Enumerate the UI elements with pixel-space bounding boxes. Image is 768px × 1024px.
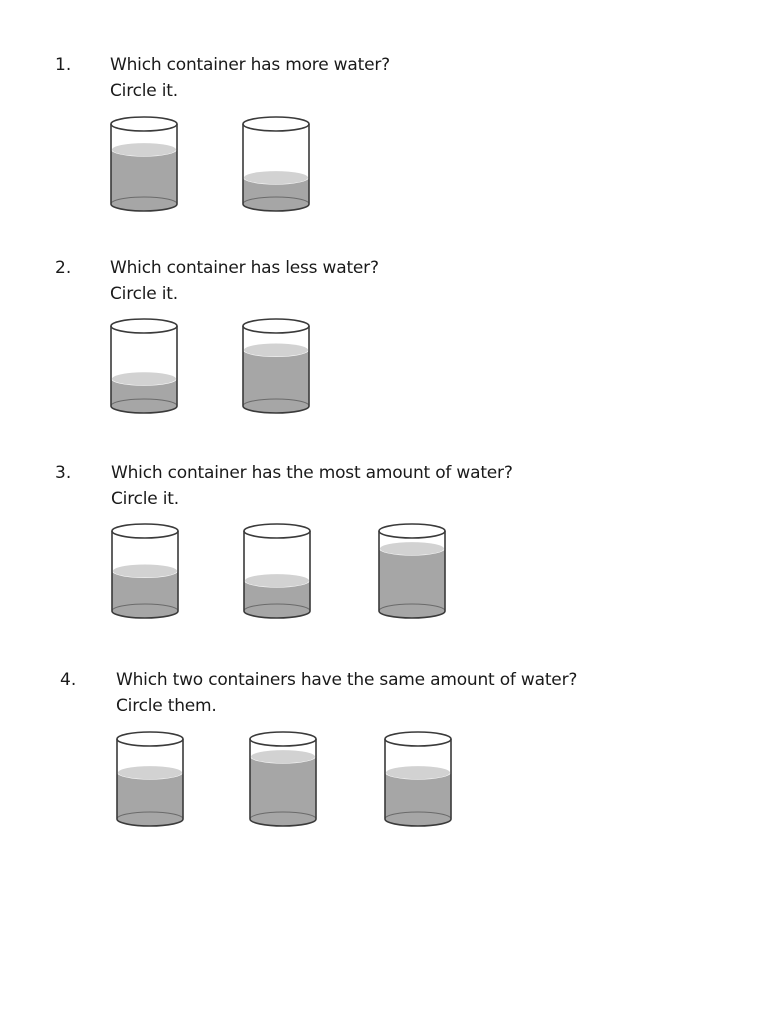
question-number: 1. (55, 55, 72, 75)
container-rim (117, 732, 183, 746)
water-fill (379, 549, 445, 618)
container-rim (112, 524, 178, 538)
cylinder-container-drawing (109, 116, 179, 214)
cylinder-container-drawing (242, 523, 312, 621)
container-rim (243, 319, 309, 333)
cylinder-container-drawing (110, 523, 180, 621)
container-a[interactable] (109, 318, 179, 416)
cylinder-container-drawing (241, 318, 311, 416)
cylinder-container-drawing (383, 731, 453, 829)
containers-row (0, 523, 768, 633)
cylinder-container-drawing (109, 318, 179, 416)
question-prompt: Which container has more water? (110, 55, 390, 75)
question-number: 4. (60, 670, 77, 690)
question-instruction: Circle it. (110, 81, 178, 101)
container-rim (250, 732, 316, 746)
water-surface (245, 574, 309, 587)
question-prompt: Which container has less water? (110, 258, 379, 278)
question-number: 2. (55, 258, 72, 278)
cylinder-container-drawing (115, 731, 185, 829)
water-surface (251, 750, 315, 763)
water-surface (386, 766, 450, 779)
container-b[interactable] (241, 116, 311, 214)
container-a[interactable] (115, 731, 185, 829)
water-fill (243, 350, 309, 413)
water-surface (118, 766, 182, 779)
containers-row (0, 116, 768, 226)
question-instruction: Circle them. (116, 696, 217, 716)
containers-row (0, 731, 768, 841)
question-text (110, 52, 390, 104)
water-fill (111, 150, 177, 211)
water-fill (385, 773, 451, 826)
question-number: 3. (55, 463, 72, 483)
water-fill (117, 773, 183, 826)
question-instruction: Circle it. (110, 284, 178, 304)
container-rim (244, 524, 310, 538)
container-a[interactable] (110, 523, 180, 621)
water-surface (113, 565, 177, 578)
water-surface (244, 344, 308, 357)
container-a[interactable] (109, 116, 179, 214)
water-fill (112, 571, 178, 618)
question-prompt: Which container has the most amount of water? (111, 463, 513, 483)
water-fill (250, 757, 316, 826)
question-text (116, 667, 577, 719)
container-rim (111, 117, 177, 131)
container-rim (243, 117, 309, 131)
water-surface (112, 143, 176, 156)
container-rim (379, 524, 445, 538)
container-b[interactable] (242, 523, 312, 621)
water-surface (112, 372, 176, 385)
cylinder-container-drawing (377, 523, 447, 621)
question-instruction: Circle it. (111, 489, 179, 509)
question-prompt: Which two containers have the same amount of water? (116, 670, 578, 690)
container-b[interactable] (241, 318, 311, 416)
container-rim (385, 732, 451, 746)
container-b[interactable] (248, 731, 318, 829)
water-surface (380, 542, 444, 555)
container-c[interactable] (383, 731, 453, 829)
cylinder-container-drawing (241, 116, 311, 214)
question-text (111, 460, 513, 512)
containers-row (0, 318, 768, 428)
container-c[interactable] (377, 523, 447, 621)
question-text (110, 255, 379, 307)
container-rim (111, 319, 177, 333)
cylinder-container-drawing (248, 731, 318, 829)
water-surface (244, 171, 308, 184)
